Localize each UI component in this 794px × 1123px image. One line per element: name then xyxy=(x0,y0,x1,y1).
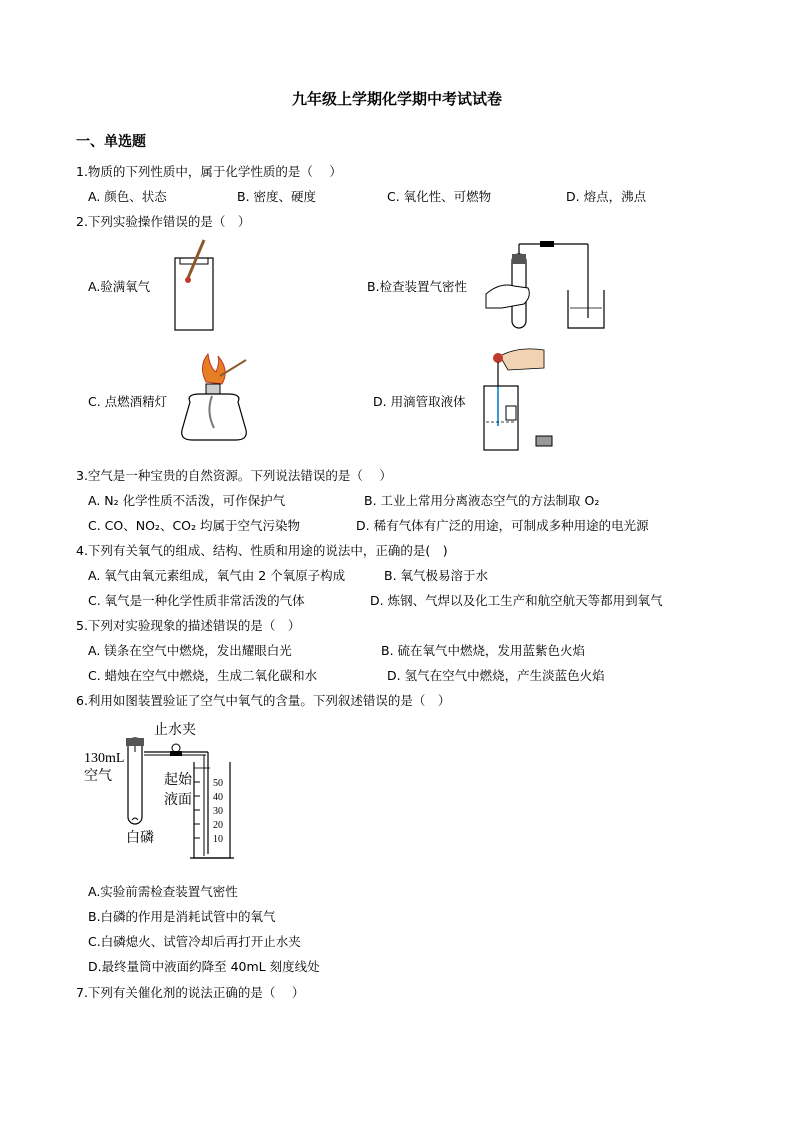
section-heading: 一、单选题 xyxy=(76,134,146,150)
q5-stem: 5.下列对实验现象的描述错误的是（ ） xyxy=(76,618,301,633)
air-label: 空气 xyxy=(84,769,112,784)
q2-option-a: A.验满氧气 xyxy=(88,279,151,294)
airtightness-figure xyxy=(484,236,614,334)
scale-10: 10 xyxy=(213,834,223,845)
start-level-label-1: 起始 xyxy=(164,773,192,788)
q6-option-c: C.白磷熄火、试管冷却后再打开止水夹 xyxy=(88,934,301,949)
phosphorus-label: 白磷 xyxy=(126,831,154,846)
q5-option-a: A. 镁条在空气中燃烧，发出耀眼白光 xyxy=(88,643,292,658)
q5-option-b: B. 硫在氧气中燃烧，发用蓝紫色火焰 xyxy=(381,643,586,658)
q4-option-b: B. 氧气极易溶于水 xyxy=(384,568,489,583)
alcohol-lamp-figure xyxy=(176,352,260,444)
q2-option-b: B.检查装置气密性 xyxy=(367,279,468,294)
q2-option-c: C. 点燃酒精灯 xyxy=(88,394,168,409)
q3-option-b: B. 工业上常用分离液态空气的方法制取 O₂ xyxy=(364,493,600,508)
q6-stem: 6.利用如图装置验证了空气中氧气的含量。下列叙述错误的是（ ） xyxy=(76,693,451,708)
q2-option-d: D. 用滴管取液体 xyxy=(373,394,466,409)
q4-option-d: D. 炼钢、气焊以及化工生产和航空航天等都用到氧气 xyxy=(370,593,663,608)
q1-option-a: A. 颜色、状态 xyxy=(88,189,167,204)
scale-20: 20 xyxy=(213,820,223,831)
q6-option-d: D.最终量筒中液面约降至 40mL 刻度线处 xyxy=(88,959,320,974)
page-title: 九年级上学期化学期中考试试卷 xyxy=(291,90,502,108)
q1-option-b: B. 密度、硬度 xyxy=(237,189,317,204)
q7-stem: 7.下列有关催化剂的说法正确的是（ ） xyxy=(76,985,305,1000)
q4-option-c: C. 氧气是一种化学性质非常活泼的气体 xyxy=(88,593,305,608)
q3-option-c: C. CO、NO₂、CO₂ 均属于空气污染物 xyxy=(88,518,300,533)
scale-30: 30 xyxy=(213,806,223,817)
q3-option-d: D. 稀有气体有广泛的用途，可制成多种用途的电光源 xyxy=(356,518,649,533)
scale-40: 40 xyxy=(213,792,223,803)
q4-stem: 4.下列有关氧气的组成、结构、性质和用途的说法中，正确的是( ) xyxy=(76,543,448,558)
dropper-figure xyxy=(478,346,558,452)
scale-50: 50 xyxy=(213,778,223,789)
q5-option-c: C. 蜡烛在空气中燃烧，生成二氧化碳和水 xyxy=(88,668,318,683)
q4-option-a: A. 氧气由氧元素组成，氧气由 2 个氧原子构成 xyxy=(88,568,346,583)
q1-option-c: C. 氧化性、可燃物 xyxy=(387,189,492,204)
q6-option-b: B.白磷的作用是消耗试管中的氧气 xyxy=(88,909,276,924)
q3-stem: 3.空气是一种宝贵的自然资源。下列说法错误的是（ ） xyxy=(76,468,392,483)
oxygen-content-apparatus-figure xyxy=(80,718,240,868)
q1-stem: 1.物质的下列性质中，属于化学性质的是（ ） xyxy=(76,164,342,179)
q6-option-a: A.实验前需检查装置气密性 xyxy=(88,884,238,899)
start-level-label-2: 液面 xyxy=(164,793,192,808)
q1-option-d: D. 熔点，沸点 xyxy=(566,189,647,204)
q2-stem: 2.下列实验操作错误的是（ ） xyxy=(76,214,251,229)
clamp-label: 止水夹 xyxy=(154,723,196,738)
q3-option-a: A. N₂ 化学性质不活泼，可作保护气 xyxy=(88,493,286,508)
air-volume-label: 130mL xyxy=(84,751,125,766)
q5-option-d: D. 氢气在空气中燃烧，产生淡蓝色火焰 xyxy=(387,668,605,683)
oxygen-bottle-figure xyxy=(170,238,220,334)
